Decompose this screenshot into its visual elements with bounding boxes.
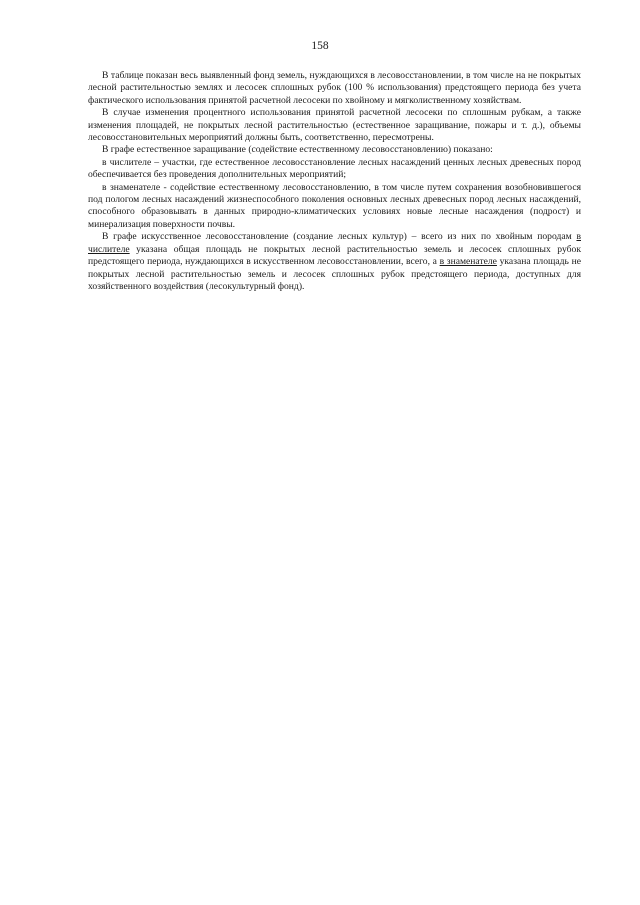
page-number: 158 [311,40,329,52]
body-text [88,70,581,293]
paragraph-denominator-definition: в знаменателе - содействие естественному лесовосстановлению, в том числе путем сохранения возобновившегося под пологом лесных насаждений жизнеспособного поколения основных лесных древесных пород лесных насаждений, способного образовывать в данных природно-климатических условиях новые лесные насаждения (подрост) и минерализация поверхности почвы. [88,181,581,230]
paragraph-table-description: В таблице показан весь выявленный фонд земель, нуждающихся в лесовосстановлении, в том числе на не покрытых лесной растительностью землях и лесосек сплошных рубок (100 % использования) предстоящего периода без учета фактического использования принятой расчетной лесосеки по хвойному и мягколиственному хозяйствам. [88,70,581,106]
text-segment: указана общая площадь не покрытых лесной растительностью земель и лесосек сплошных рубок предстоящего периода, нуждающихся в искусственном лесовосстановлении, всего, а [88,243,581,268]
text-segment: В графе искусственное лесовосстановление (создание лесных культур) – всего из них по хвойным породам [102,231,577,243]
paragraph-natural-regeneration-intro: В графе естественное заращивание (содействие естественному лесовосстановлению) показано: [102,144,493,156]
paragraph-revision-note: В случае изменения процентного использования принятой расчетной лесосеки по сплошным рубкам, а также изменения площадей, не покрытых лесной растительностью (естественное заращивание, пожары и т. д.), объемы лесовосстановительных мероприятий должны быть, соответственно, пересмотрены. [88,107,581,144]
paragraph-numerator-definition: в числителе – участки, где естественное лесовосстановление лесных насаждений ценных лесных древесных пород обеспечивается без проведения дополнительных мероприятий; [88,156,581,181]
paragraph-artificial-reforestation [88,231,581,293]
underlined-numerator: в числителе [88,231,581,255]
underlined-denominator: в знаменателе [439,256,497,268]
text-segment: указана площадь не покрытых лесной растительностью земель и лесосек сплошных рубок предстоящего периода, доступных для хозяйственного воздействия (лесокультурный фонд). [88,256,581,292]
